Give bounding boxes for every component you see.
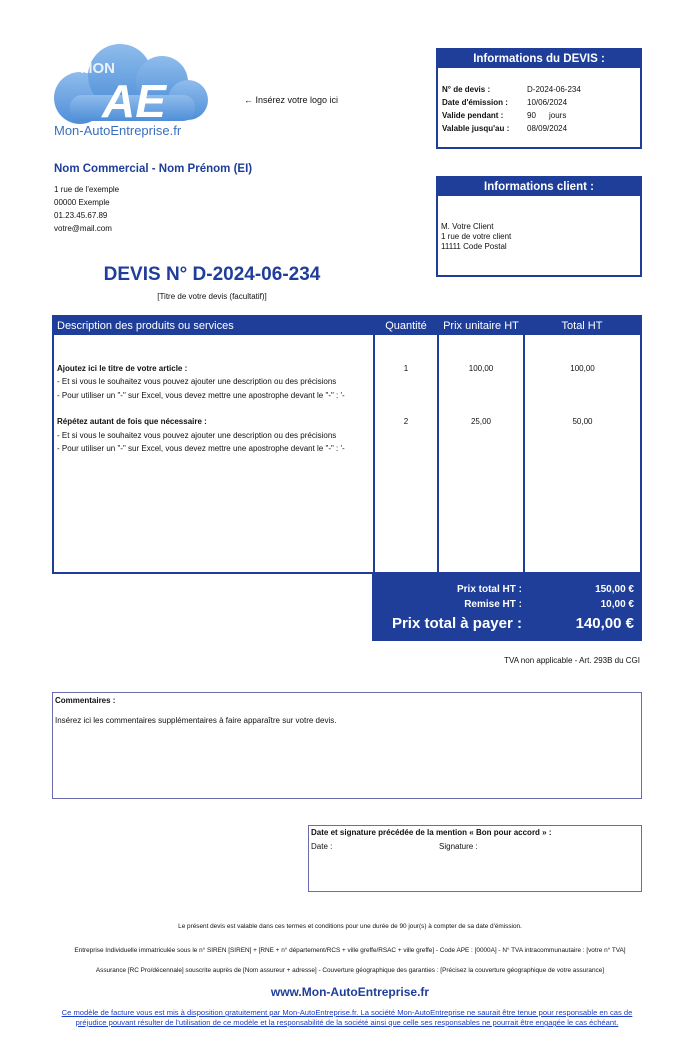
item-total: 50,00 (572, 417, 593, 426)
item-description: - Et si vous le souhaitez vous pouvez ajouter une description ou des précisions (57, 431, 337, 440)
table-header (54, 317, 640, 335)
page-subtitle: [Titre de votre devis (facultatif)] (157, 292, 267, 301)
client-address: 1 rue de votre client (441, 232, 512, 241)
validity-value: 90 (527, 111, 536, 120)
remise-label: Remise HT : (464, 599, 522, 610)
totals-box (372, 574, 642, 641)
comments-text: Insérez ici les commentaires supplémentaires à faire apparaître sur votre devis. (55, 716, 337, 725)
emission-date-value: 10/06/2024 (527, 98, 568, 107)
client-info-title: Informations client : (438, 178, 640, 196)
item-quantity: 2 (403, 417, 409, 426)
tva-note: TVA non applicable - Art. 293B du CGI (504, 656, 640, 665)
comments-title: Commentaires : (55, 696, 116, 705)
devis-info-box (436, 48, 642, 149)
seller-city: 00000 Exemple (54, 198, 110, 207)
disclaimer-link[interactable]: Ce modèle de facture vous est mis à disposition gratuitement par Mon-AutoEntreprise.fr. La société Mon-AutoEntreprise ne saurait être tenue pour responsable en cas de préjudice pouvant résulter de l'utilisation de ce modèle et la responsabilité de la société ainsi que celle ses responsables ne pourrait être engagée le cas échéant. (61, 1008, 633, 1027)
signature-box (308, 825, 642, 892)
emission-date-label: Date d'émission : (442, 98, 508, 107)
legal-line-1: Entreprise Individuelle immatriculée sous le n° SIREN [SIREN] + [RNE + n° département/RCS + ville greffe/RSAC + ville greffe] - Code APE : [0000A] - N° TVA intracommunautaire : [votre n° TVA] (74, 947, 626, 954)
item-title: Répétez autant de fois que nécessaire : (57, 417, 207, 426)
page-title: DEVIS N° D-2024-06-234 (103, 264, 321, 285)
company-logo (40, 40, 220, 140)
item-description: - Pour utiliser un "-" sur Excel, vous devez mettre une apostrophe devant le "-" : '- (57, 391, 345, 400)
logo-mark-text: AE (102, 75, 166, 127)
valid-until-value: 08/09/2024 (527, 124, 568, 133)
seller-phone: 01.23.45.67.89 (54, 211, 108, 220)
header-quantity: Quantité (385, 320, 427, 332)
signature-title: Date et signature précédée de la mention « Bon pour accord » : (311, 828, 552, 837)
total-to-pay-label: Prix total à payer : (391, 615, 522, 632)
header-unit-price: Prix unitaire HT (443, 320, 519, 332)
seller-name: Nom Commercial - Nom Prénom (EI) (54, 163, 253, 175)
devis-number-label: N° de devis : (442, 85, 491, 94)
client-info-box (436, 176, 642, 277)
total-ht-label: Prix total HT : (456, 584, 522, 595)
site-link[interactable]: www.Mon-AutoEntreprise.fr (270, 985, 430, 999)
seller-address: 1 rue de l'exemple (54, 185, 120, 194)
valid-until-label: Valable jusqu'au : (442, 124, 510, 133)
header-description: Description des produits ou services (57, 320, 234, 332)
validity-note: Le présent devis est valable dans ces termes et conditions pour une durée de 90 jour(s) à compter de sa date d'émission. (178, 923, 522, 930)
item-description: - Et si vous le souhaitez vous pouvez ajouter une description ou des précisions (57, 377, 337, 386)
item-total: 100,00 (570, 364, 595, 373)
client-postal: 11111 Code Postal (441, 242, 507, 251)
item-title: Ajoutez ici le titre de votre article : (57, 364, 188, 373)
total-ht-value: 150,00 € (595, 584, 634, 595)
devis-info-title: Informations du DEVIS : (438, 50, 640, 68)
item-unit-price: 25,00 (470, 417, 492, 426)
logo-top-text: MON (80, 60, 115, 77)
seller-email: votre@mail.com (54, 224, 112, 233)
item-unit-price: 100,00 (468, 364, 494, 373)
remise-value: 10,00 € (600, 599, 634, 610)
comments-box (52, 692, 642, 799)
item-quantity: 1 (403, 364, 409, 373)
logo-brand-text: Mon-AutoEntreprise.fr (54, 123, 182, 138)
legal-line-2: Assurance [RC Pro/décennale] souscrite auprès de [Nom assureur + adresse] - Couverture géographique des garanties : [Précisez la couverture géographique de votre assurance] (95, 967, 605, 974)
item-description: - Pour utiliser un "-" sur Excel, vous devez mettre une apostrophe devant le "-" : '- (57, 444, 345, 453)
signature-label: Signature : (439, 842, 478, 851)
signature-date-label: Date : (311, 842, 333, 851)
total-to-pay-value: 140,00 € (575, 615, 634, 632)
devis-number-value: D-2024-06-234 (527, 85, 581, 94)
validity-unit: jours (549, 111, 567, 120)
validity-label: Valide pendant : (442, 111, 504, 120)
cloud-logo-icon (40, 40, 220, 140)
client-name: M. Votre Client (441, 222, 494, 231)
header-total: Total HT (561, 320, 603, 332)
items-table (52, 315, 642, 574)
logo-hint: ← Insérez votre logo ici (244, 95, 339, 105)
